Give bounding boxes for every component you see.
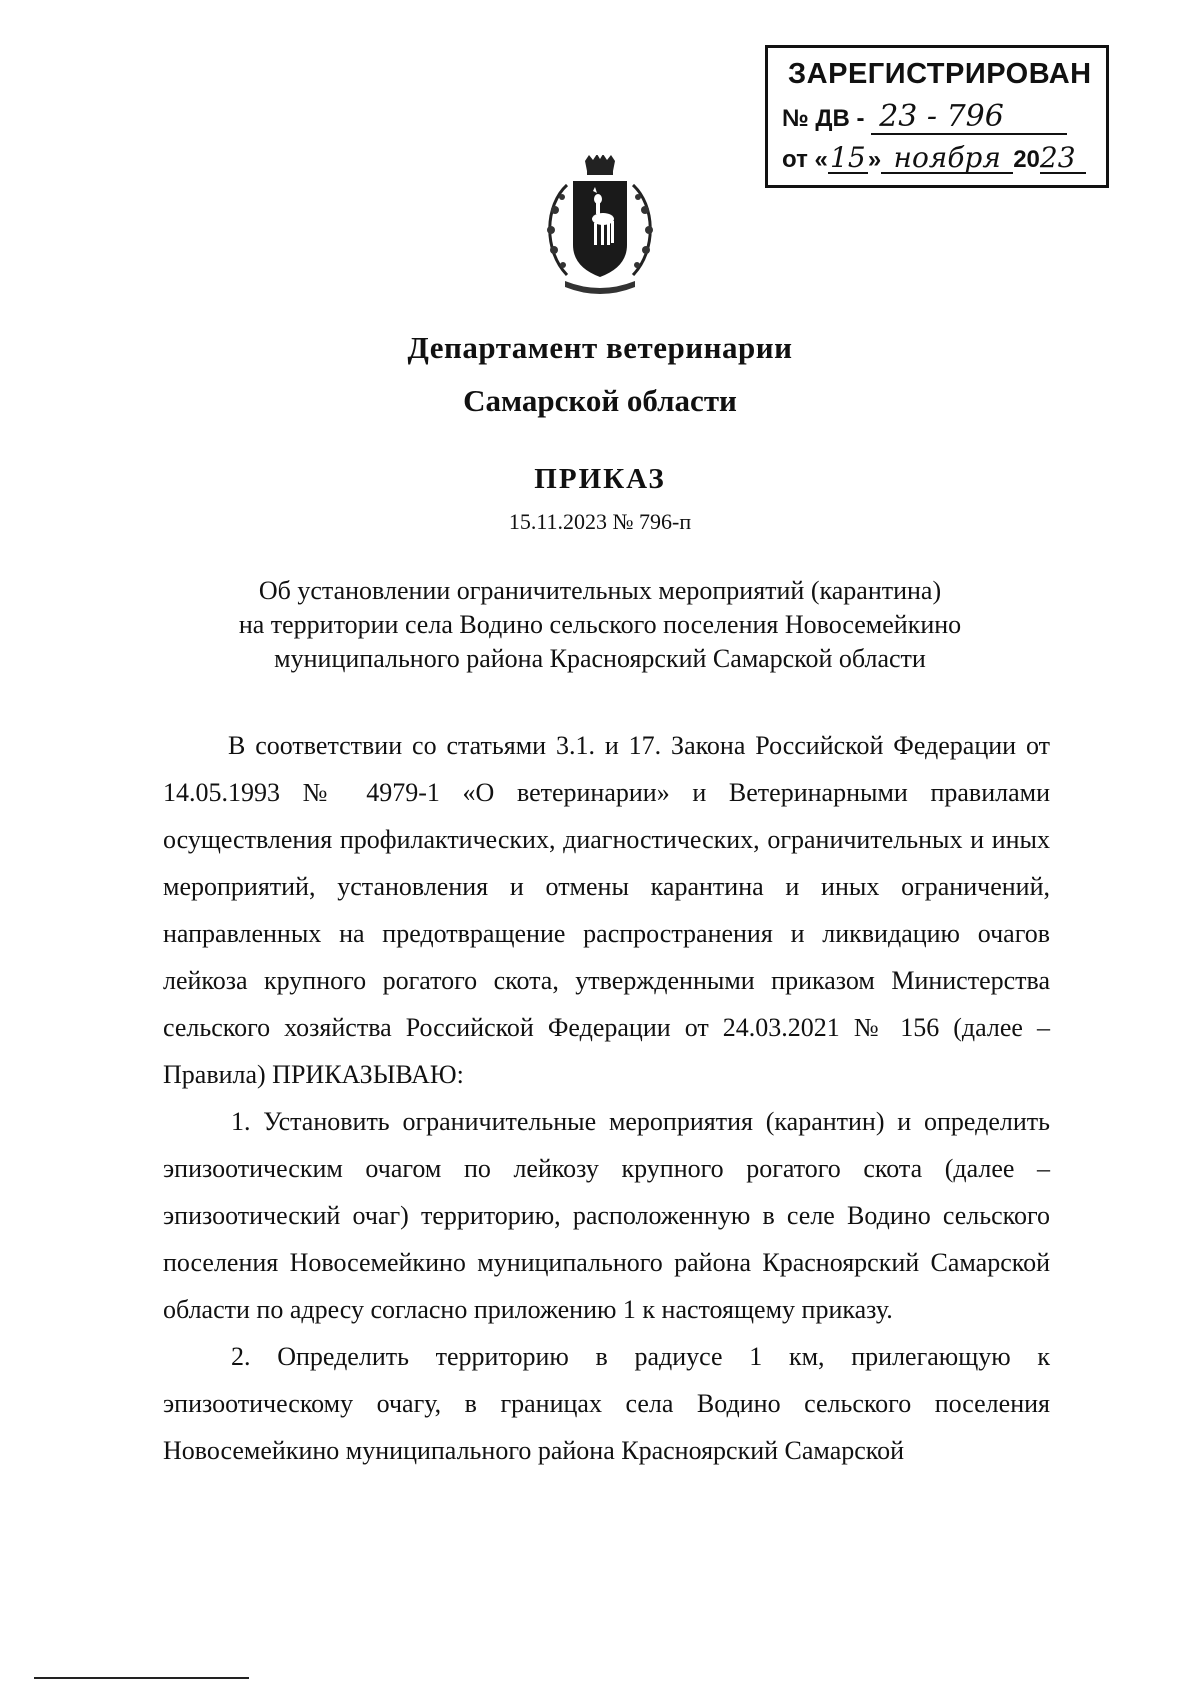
document-body [163,722,1050,1474]
stamp-date-year-prefix: 20 [1013,146,1040,173]
subject-line3: муниципального района Красноярский Самарской области [274,644,926,673]
organization-name-line1: Департамент ветеринарии [407,330,793,365]
coat-of-arms-icon [537,155,663,295]
organization-name-line2: Самарской области [463,383,737,418]
preamble-paragraph: В соответствии со статьями 3.1. и 17. Закона Российской Федерации от 14.05.1993 № 4979-1 «О ветеринарии» и Ветеринарными правилами осуществления профилактических, диагностических, ограничительных и иных мероприятий, установления и отмены карантина и иных ограничений, направленных на предотвращение распространения и ликвидацию очагов лейкоза крупного рогатого скота, утвержденными приказом Министерства сельского хозяйства Российской Федерации от 24.03.2021 № 156 (далее – Правила) ПРИКАЗЫВАЮ: [163,731,1050,1089]
stamp-number-handwritten: 23 - 796 [871,101,1067,135]
stamp-date-prefix: от « [782,146,828,173]
order-item-2: 2. Определить территорию в радиусе 1 км, прилегающую к эпизоотическому очагу, в границах села Водино сельского поселения Новосемейкино муниципального района Красноярский Самарской [163,1342,1050,1465]
stamp-date-month-handwritten: ноября [881,143,1013,174]
document-number: 15.11.2023 № 796-п [508,509,692,534]
document-subject [0,574,1200,676]
stamp-number-line [782,101,1067,135]
stamp-number-prefix: № ДВ - [782,105,865,132]
subject-line1: Об установлении ограничительных мероприятий (карантина) [258,576,942,605]
footer-rule [34,1677,249,1679]
document-type: ПРИКАЗ [534,463,666,495]
stamp-date-day-handwritten: 15 [828,143,868,174]
stamp-date-year-handwritten: 23 [1040,143,1086,174]
subject-line2: на территории села Водино сельского поселения Новосемейкино [238,610,962,639]
registration-stamp [765,45,1109,188]
stamp-title: ЗАРЕГИСТРИРОВАН [788,58,1092,90]
stamp-date-line [782,143,1086,174]
stamp-date-mid: » [867,146,882,173]
order-item-1: 1. Установить ограничительные мероприятия (карантин) и определить эпизоотическим очагом по лейкозу крупного рогатого скота (далее – эпизоотический очаг) территорию, расположенную в селе Водино сельского поселения Новосемейкино муниципального района Красноярский Самарской области по адресу согласно приложению 1 к настоящему приказу. [163,1107,1050,1324]
